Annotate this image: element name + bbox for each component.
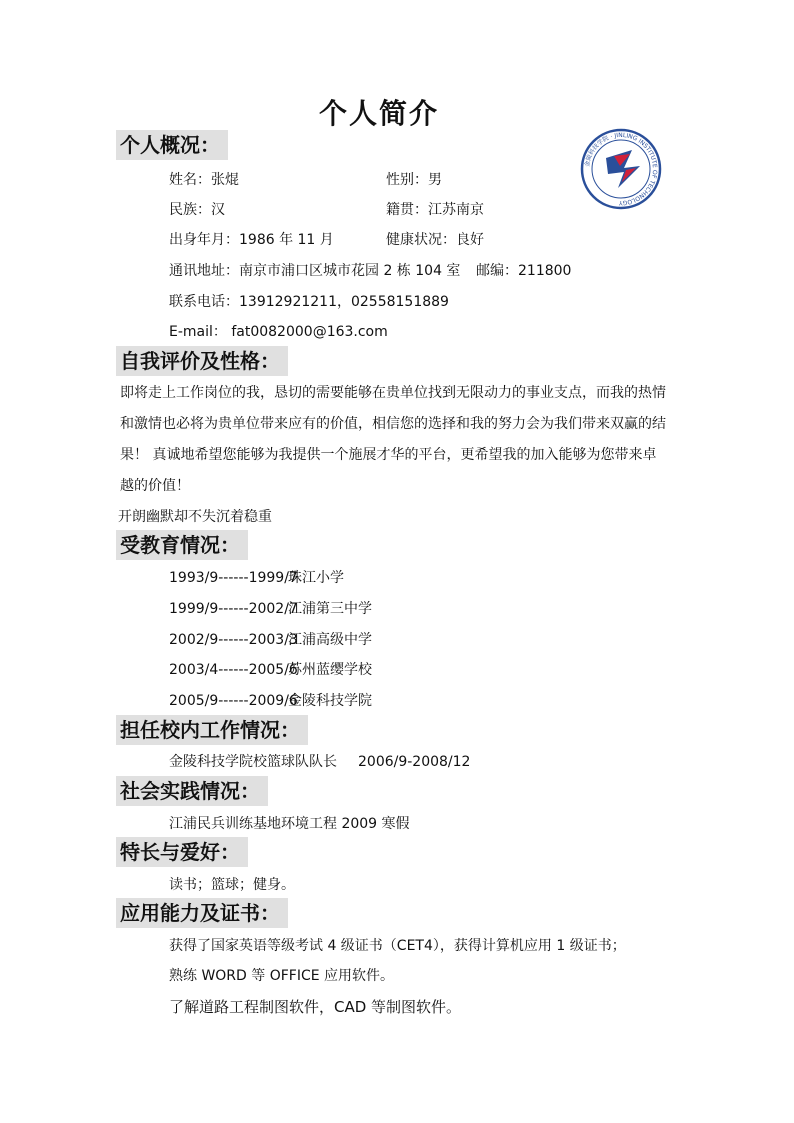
section-personal: 个人概况： [116,130,228,160]
education-period: 2002/9------2003/3 [169,632,298,648]
self-eval-line: 即将走上工作岗位的我，恳切的需要能够在贵单位找到无限动力的事业支点，而我的热情 [120,385,666,401]
education-period: 2005/9------2009/6 [169,693,298,709]
health-field: 健康状况：良好 [386,232,484,248]
section-self-evaluation: 自我评价及性格： [116,346,288,376]
hobbies-text: 读书；篮球；健身。 [169,877,295,893]
education-school: 金陵科技学院 [288,693,372,709]
education-school: 江浦第三中学 [288,601,372,617]
email-field: E-mail： fat0082000@163.com [169,324,388,340]
birth-field: 出身年月：1986 年 11 月 [169,232,334,248]
education-school: 苏州蓝缨学校 [288,662,372,678]
education-school: 江浦高级中学 [288,632,372,648]
section-hobbies: 特长与爱好： [116,837,248,867]
campus-role: 金陵科技学院校篮球队队长 [169,754,337,770]
education-period: 1999/9------2002/7 [169,601,298,617]
postcode-field: 邮编：211800 [476,263,572,279]
section-practice: 社会实践情况： [116,776,268,806]
education-period: 1993/9------1999/7 [169,570,298,586]
phone-field: 联系电话：13912921211，02558151889 [169,294,449,310]
skill-item: 获得了国家英语等级考试 4 级证书（CET4），获得计算机应用 1 级证书； [169,938,626,954]
self-eval-line: 果！ 真诚地希望您能够为我提供一个施展才华的平台，更希望我的加入能够为您带来卓 [120,447,657,463]
page-title: 个人简介 [318,97,439,130]
address-field: 通讯地址：南京市浦口区城市花园 2 栋 104 室 [169,263,461,279]
practice-text: 江浦民兵训练基地环境工程 2009 寒假 [169,816,410,832]
self-eval-line: 越的价值！ [120,478,190,494]
skill-item: 了解道路工程制图软件，CAD 等制图软件。 [169,998,462,1016]
gender-field: 性别：男 [386,172,442,188]
skill-item: 熟练 WORD 等 OFFICE 应用软件。 [169,968,395,984]
school-logo [580,128,662,210]
name-field: 姓名：张焜 [169,172,239,188]
section-campus-work: 担任校内工作情况： [116,715,308,745]
section-education: 受教育情况： [116,530,248,560]
education-school: 珠江小学 [288,570,344,586]
logo-ring-text: 金陵科技学院 · JINLING INSTITUTE OF TECHNOLOGY [583,131,659,207]
ethnicity-field: 民族：汉 [169,202,225,218]
section-skills: 应用能力及证书： [116,898,288,928]
traits-text: 开朗幽默却不失沉着稳重 [118,509,272,525]
campus-period: 2006/9-2008/12 [358,754,471,770]
self-eval-line: 和激情也必将为贵单位带来应有的价值，相信您的选择和我的努力会为我们带来双赢的结 [120,416,666,432]
education-period: 2003/4------2005/6 [169,662,298,678]
hometown-field: 籍贯：江苏南京 [386,202,484,218]
